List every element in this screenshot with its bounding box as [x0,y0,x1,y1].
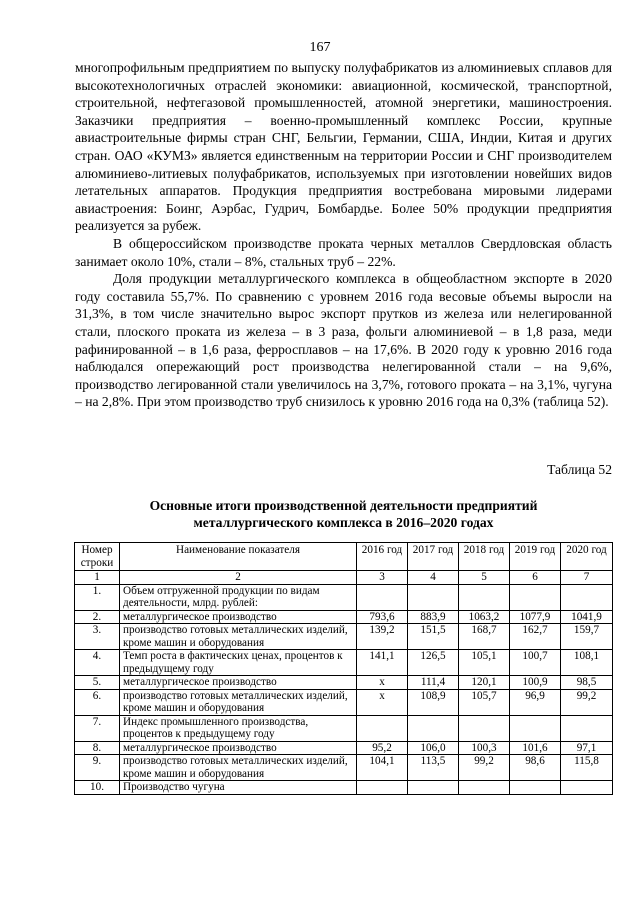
header-year-2019: 2019 год [510,543,561,571]
column-index-row [75,571,613,585]
header-year-2017: 2017 год [408,543,459,571]
value-2018 [459,781,510,795]
row-number: 3. [75,624,120,650]
column-index: 7 [561,571,613,585]
value-2017 [408,781,459,795]
header-indicator-name: Наименование показателя [120,543,357,571]
value-2017: 108,9 [408,689,459,715]
value-2016 [357,584,408,610]
row-number: 9. [75,755,120,781]
indicator-name: производство готовых металлических изделий, кроме машин и оборудования [120,755,357,781]
value-2018: 100,3 [459,741,510,755]
row-number: 5. [75,676,120,690]
value-2020: 98,5 [561,676,613,690]
row-number: 7. [75,715,120,741]
row-number: 2. [75,610,120,624]
column-index: 1 [75,571,120,585]
value-2016: 104,1 [357,755,408,781]
table-row [75,624,613,650]
value-2019: 98,6 [510,755,561,781]
table-title [75,497,612,531]
paragraph-2: В общероссийском производстве проката черных металлов Свердловская область занимает около 10%, стали – 8%, стальных труб – 22%. [75,235,612,269]
row-number: 4. [75,650,120,676]
value-2019: 100,7 [510,650,561,676]
value-2016: х [357,689,408,715]
value-2018: 99,2 [459,755,510,781]
column-index: 5 [459,571,510,585]
value-2020: 97,1 [561,741,613,755]
row-number: 10. [75,781,120,795]
table-title-line-2: металлургического комплекса в 2016–2020 годах [193,515,494,530]
value-2017: 883,9 [408,610,459,624]
indicator-name: производство готовых металлических изделий, кроме машин и оборудования [120,624,357,650]
table-row [75,610,613,624]
paragraph-1: многопрофильным предприятием по выпуску полуфабрикатов из алюминиевых сплавов для высокотехнологичных отраслей экономики: авиационной, космической, транспортной, строительной, нефтегазовой промышленностей, атомной энергетики, машиностроения. Заказчики предприятия – военно-промышленный комплекс России, крупные авиастроительные фирмы стран СНГ, Бельгии, Германии, США, Индии, Китая и других стран. ОАО «КУМЗ» является единственным на территории России и СНГ производителем алюминиево-литиевых полуфабрикатов, используемых при изготовлении новейших видов летательных аппаратов. Продукция предприятия востребована мировыми лидерами авиастроения: Боинг, Аэрбас, Гудрич, Бомбардье. Более 50% продукции предприятия реализуется за рубеж. [75,60,612,234]
value-2016: 95,2 [357,741,408,755]
value-2017: 113,5 [408,755,459,781]
value-2020: 108,1 [561,650,613,676]
indicator-name: металлургическое производство [120,676,357,690]
header-year-2018: 2018 год [459,543,510,571]
value-2019: 96,9 [510,689,561,715]
value-2016 [357,715,408,741]
table-row [75,650,613,676]
indicator-name: металлургическое производство [120,741,357,755]
value-2020 [561,715,613,741]
table-header-row [75,543,613,571]
value-2019: 100,9 [510,676,561,690]
value-2018: 1063,2 [459,610,510,624]
value-2017: 151,5 [408,624,459,650]
paragraph-3: Доля продукции металлургического комплекса в общеобластном экспорте в 2020 году составила 55,7%. По сравнению с уровнем 2016 года весовые объемы выросли на 31,3%, в том числе значительно вырос экспорт прутков из железа или нелегированной стали, плоского проката из железа – в 3 раза, фольги алюминиевой – в 1,8 раза, меди рафинированной – в 1,6 раза, ферросплавов – на 17,6%. В 2020 году к уровню 2016 года наблюдался опережающий рост производства нелегированной стали – на 9,6%, производство легированной стали увеличилось на 3,7%, готового проката – на 3,1%, чугуна – на 2,8%. При этом производство труб снизилось к уровню 2016 года на 0,3% (таблица 52). [75,271,612,410]
table-row [75,676,613,690]
indicator-name: производство готовых металлических изделий, кроме машин и оборудования [120,689,357,715]
column-index: 6 [510,571,561,585]
value-2016: 141,1 [357,650,408,676]
value-2019 [510,781,561,795]
value-2020: 99,2 [561,689,613,715]
row-number: 1. [75,584,120,610]
header-year-2016: 2016 год [357,543,408,571]
page-number: 167 [309,40,331,55]
value-2018: 120,1 [459,676,510,690]
column-index: 2 [120,571,357,585]
row-number: 8. [75,741,120,755]
table-row [75,584,613,610]
value-2016 [357,781,408,795]
value-2018 [459,584,510,610]
value-2020 [561,781,613,795]
value-2019 [510,715,561,741]
value-2020 [561,584,613,610]
row-number: 6. [75,689,120,715]
value-2018: 105,7 [459,689,510,715]
value-2018: 105,1 [459,650,510,676]
table-label: Таблица 52 [547,462,612,477]
table-row [75,715,613,741]
value-2018: 168,7 [459,624,510,650]
value-2017: 106,0 [408,741,459,755]
table-row [75,781,613,795]
value-2019: 162,7 [510,624,561,650]
table-title-line-1: Основные итоги производственной деятельности предприятий [149,498,538,513]
column-index: 3 [357,571,408,585]
value-2017 [408,584,459,610]
indicator-name: Темп роста в фактических ценах, процентов к предыдущему году [120,650,357,676]
value-2019 [510,584,561,610]
indicator-name: металлургическое производство [120,610,357,624]
body-text [75,59,612,411]
value-2019: 1077,9 [510,610,561,624]
table-row [75,689,613,715]
table-row [75,755,613,781]
table-row [75,741,613,755]
value-2017: 111,4 [408,676,459,690]
value-2020: 1041,9 [561,610,613,624]
indicator-name: Индекс промышленного производства, процентов к предыдущему году [120,715,357,741]
value-2017: 126,5 [408,650,459,676]
value-2019: 101,6 [510,741,561,755]
value-2016: 793,6 [357,610,408,624]
indicator-name: Производство чугуна [120,781,357,795]
value-2016: х [357,676,408,690]
value-2020: 159,7 [561,624,613,650]
value-2018 [459,715,510,741]
indicator-name: Объем отгруженной продукции по видам деятельности, млрд. рублей: [120,584,357,610]
value-2020: 115,8 [561,755,613,781]
column-index: 4 [408,571,459,585]
value-2016: 139,2 [357,624,408,650]
header-row-number: Номер строки [75,543,120,571]
header-year-2020: 2020 год [561,543,613,571]
results-table [74,542,613,795]
value-2017 [408,715,459,741]
